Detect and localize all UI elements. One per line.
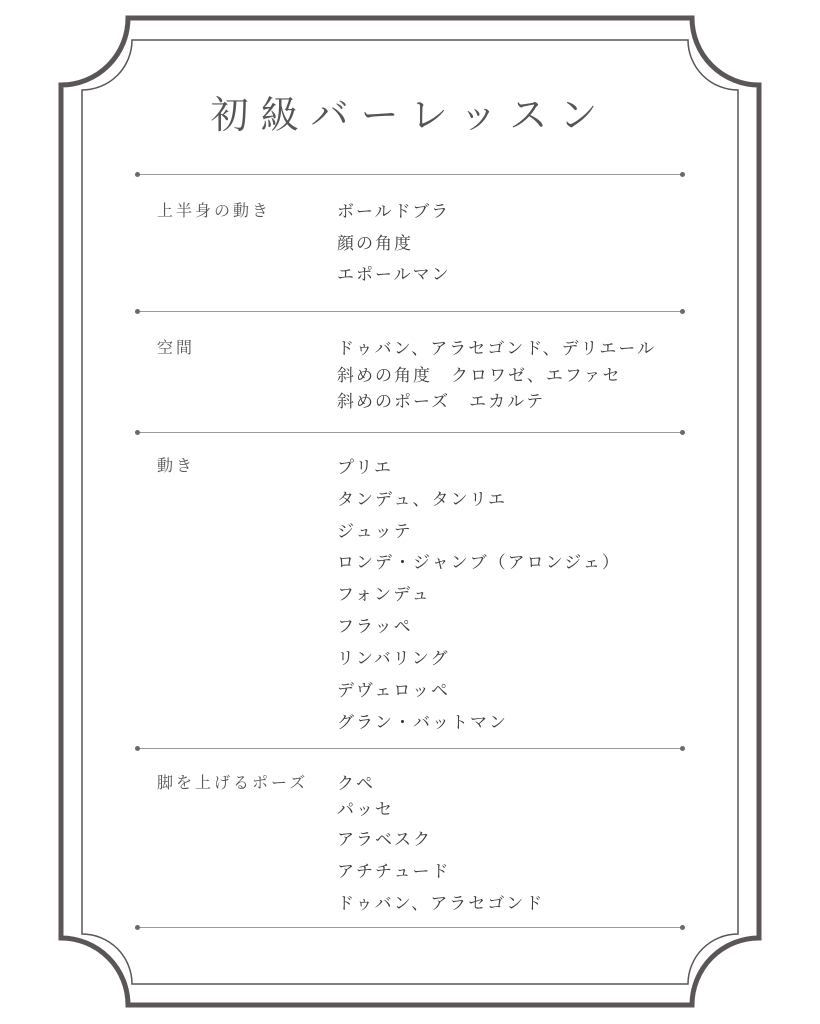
list-item: エポールマン <box>337 265 451 285</box>
section-label-space: 空間 <box>157 338 196 357</box>
list-item: ドゥバン、アラセゴンド <box>337 894 545 914</box>
divider <box>137 927 683 928</box>
list-item: タンデュ、タンリエ <box>337 490 508 510</box>
list-item: アチチュード <box>337 862 451 882</box>
list-item: アラベスク <box>337 830 432 850</box>
page-title: 初級バーレッスン <box>210 93 610 137</box>
divider <box>137 748 683 749</box>
list-item: プリエ <box>337 458 393 478</box>
list-item: 顔の角度 <box>337 234 413 254</box>
section-label-upper-body: 上半身の動き <box>157 201 272 220</box>
list-item: フラッペ <box>337 617 413 637</box>
list-item: 斜めのポーズ エカルテ <box>337 392 546 412</box>
section-label-leg-poses: 脚を上げるポーズ <box>157 773 309 792</box>
divider <box>137 174 683 175</box>
list-item: ロンデ・ジャンブ（アロンジェ） <box>337 553 621 573</box>
list-item: クペ <box>337 774 375 794</box>
list-item: デヴェロッペ <box>337 681 450 701</box>
list-item: パッセ <box>337 800 394 820</box>
section-label-movement: 動き <box>157 456 196 475</box>
divider <box>137 432 683 433</box>
list-item: グラン・バットマン <box>337 713 508 733</box>
list-item: フォンデュ <box>337 585 431 605</box>
divider <box>137 311 683 312</box>
list-item: 斜めの角度 クロワゼ、エファセ <box>337 366 622 386</box>
list-item: ジュッテ <box>337 522 413 542</box>
list-item: リンバリング <box>337 649 450 669</box>
list-item: ドゥバン、アラセゴンド、デリエール <box>337 339 657 359</box>
list-item: ボールドブラ <box>337 202 451 222</box>
